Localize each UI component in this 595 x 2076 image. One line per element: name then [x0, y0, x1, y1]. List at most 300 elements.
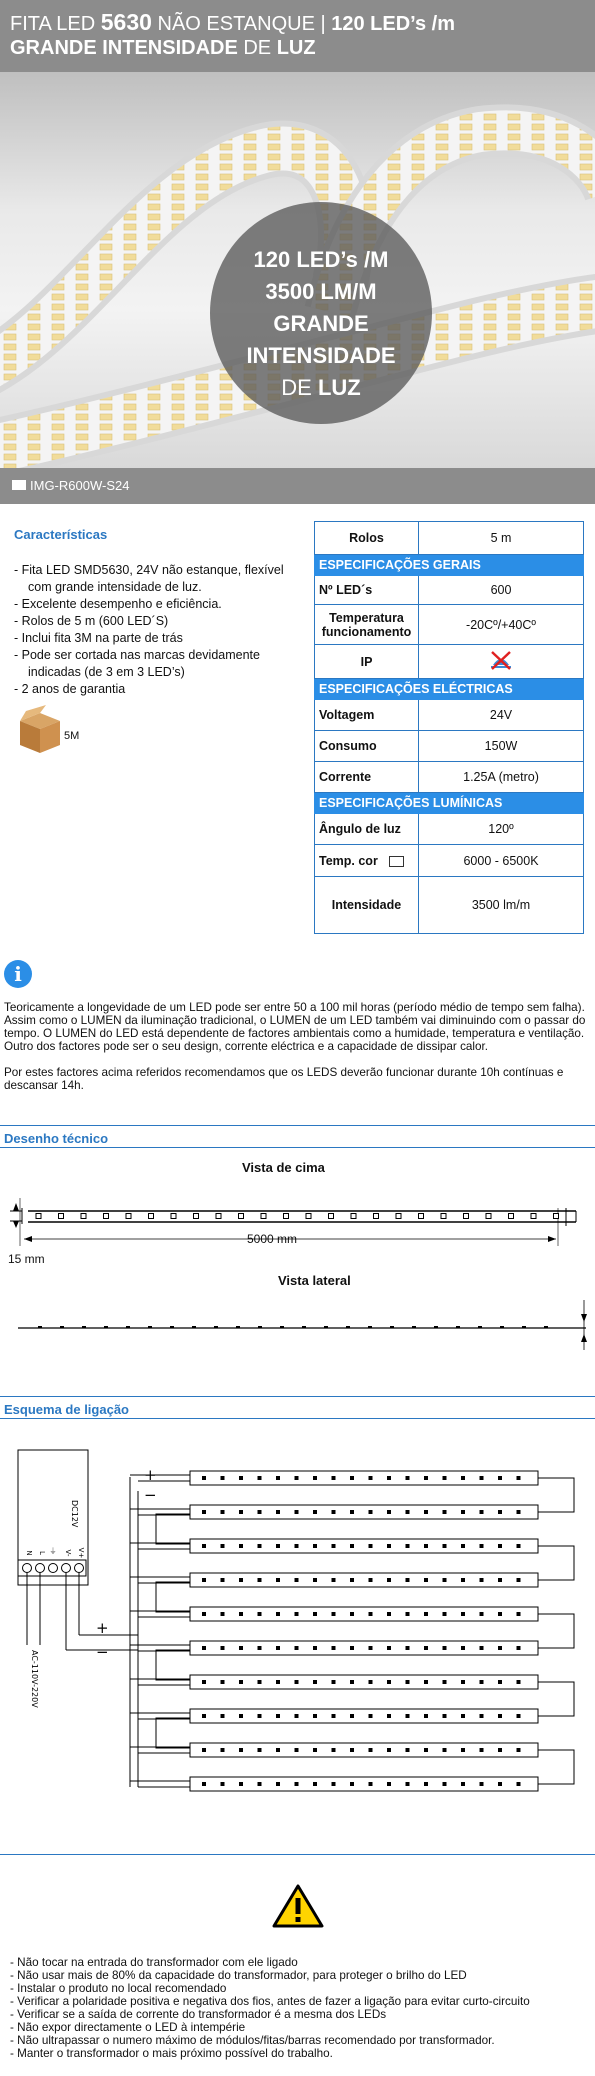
feature-item: - 2 anos de garantia	[14, 682, 126, 696]
section-electrical: ESPECIFICAÇÕES ELÉCTRICAS	[315, 679, 584, 700]
led-dot	[276, 1612, 280, 1616]
led-dot	[258, 1476, 262, 1480]
drawing-title: Desenho técnico	[4, 1131, 109, 1146]
led-dot	[424, 1510, 428, 1514]
led-mark	[419, 1214, 424, 1219]
led-dot	[295, 1578, 299, 1582]
led-dot	[202, 1714, 206, 1718]
led-dot	[480, 1782, 484, 1786]
section-luminous: ESPECIFICAÇÕES LUMÍNICAS	[315, 793, 584, 814]
spec-row	[315, 845, 584, 877]
spec-key-color-temp	[315, 845, 419, 877]
led-dot	[498, 1578, 502, 1582]
led-mark	[368, 1326, 372, 1329]
led-mark	[500, 1326, 504, 1329]
led-dot	[258, 1578, 262, 1582]
divider	[0, 1418, 595, 1419]
led-dot	[387, 1782, 391, 1786]
spec-value: 6000 - 6500K	[419, 845, 584, 877]
led-dot	[239, 1612, 243, 1616]
led-mark	[280, 1326, 284, 1329]
led-mark	[170, 1326, 174, 1329]
product-code-bar	[0, 468, 595, 504]
led-mark	[149, 1214, 154, 1219]
transformer	[18, 1450, 88, 1708]
spec-section-header	[315, 793, 584, 814]
led-mark	[82, 1326, 86, 1329]
wiring-diagram	[0, 1425, 595, 1805]
no-water-icon	[488, 649, 514, 671]
led-dot	[369, 1680, 373, 1684]
led-dot	[350, 1578, 354, 1582]
led-dot	[332, 1646, 336, 1650]
feature-item: - Rolos de 5 m (600 LED´S)	[14, 614, 169, 628]
led-dot	[424, 1544, 428, 1548]
terminal-vminus: V-	[64, 1549, 72, 1557]
led-mark	[126, 1326, 130, 1329]
spec-value	[419, 645, 584, 679]
led-mark	[216, 1214, 221, 1219]
led-dot	[221, 1476, 225, 1480]
led-dot	[517, 1612, 521, 1616]
bubble-intensidade: INTENSIDADE	[246, 343, 396, 368]
led-dot	[480, 1680, 484, 1684]
highlight-bubble	[210, 202, 432, 424]
warning-item: - Manter o transformador o mais próximo possível do trabalho.	[10, 2047, 333, 2060]
led-dot	[387, 1612, 391, 1616]
title-de: DE	[243, 37, 277, 59]
warnings-list	[10, 1956, 590, 2060]
led-dot	[461, 1782, 465, 1786]
led-dot	[221, 1646, 225, 1650]
led-mark	[456, 1326, 460, 1329]
led-dot	[406, 1748, 410, 1752]
spec-row	[315, 522, 584, 555]
led-mark	[60, 1326, 64, 1329]
led-dot	[202, 1646, 206, 1650]
led-dot	[258, 1510, 262, 1514]
led-dot	[332, 1476, 336, 1480]
title-model: 5630	[100, 9, 152, 35]
led-dot	[424, 1476, 428, 1480]
led-mark	[351, 1214, 356, 1219]
led-dot	[276, 1714, 280, 1718]
led-dot	[498, 1714, 502, 1718]
spec-key: Intensidade	[315, 877, 419, 934]
feature-item: - Fita LED SMD5630, 24V não estanque, flexível com grande intensidade de luz.	[14, 563, 284, 594]
divider	[0, 1125, 595, 1126]
led-dot	[443, 1714, 447, 1718]
led-dot	[387, 1544, 391, 1548]
led-dot	[350, 1748, 354, 1752]
led-dot	[387, 1646, 391, 1650]
spec-row	[315, 877, 584, 934]
led-dot	[498, 1782, 502, 1786]
spec-value: 120º	[419, 814, 584, 845]
led-mark	[148, 1326, 152, 1329]
led-dot	[276, 1748, 280, 1752]
led-dot	[443, 1612, 447, 1616]
warning-item: - Verificar se a saída de corrente do transformador é a mesma dos LEDs	[10, 2008, 387, 2021]
led-dot	[221, 1612, 225, 1616]
spec-key: Consumo	[315, 731, 419, 762]
led-dot	[202, 1578, 206, 1582]
led-dot	[202, 1782, 206, 1786]
warning-item: - Não tocar na entrada do transformador com ele ligado	[10, 1956, 298, 1969]
led-dot	[258, 1714, 262, 1718]
led-mark	[192, 1326, 196, 1329]
led-dot	[387, 1748, 391, 1752]
led-dot	[517, 1646, 521, 1650]
led-dot	[276, 1578, 280, 1582]
led-dot	[202, 1544, 206, 1548]
led-dot	[461, 1714, 465, 1718]
warning-item: - Não usar mais de 80% da capacidade do transformador, para proteger o brilho do LED	[10, 1969, 467, 1982]
led-dot	[332, 1680, 336, 1684]
led-dot	[221, 1578, 225, 1582]
led-dot	[332, 1714, 336, 1718]
bubble-last-line	[210, 372, 432, 404]
spec-value: 1.25A (metro)	[419, 762, 584, 793]
led-mark	[306, 1214, 311, 1219]
bubble-led-count: 120 LED’s /M	[253, 247, 389, 272]
width-label: 15 mm	[8, 1252, 45, 1266]
spec-section-header	[315, 555, 584, 576]
info-icon: i	[4, 960, 32, 988]
technical-drawing	[0, 1150, 595, 1360]
led-dot	[480, 1714, 484, 1718]
led-dot	[239, 1646, 243, 1650]
led-dot	[424, 1612, 428, 1616]
led-dot	[276, 1646, 280, 1650]
terminal-ground: ⏚	[49, 1547, 57, 1555]
led-dot	[295, 1544, 299, 1548]
led-dot	[295, 1714, 299, 1718]
spec-row	[315, 731, 584, 762]
led-dot	[498, 1646, 502, 1650]
warning-icon	[272, 1883, 324, 1929]
led-dot	[517, 1510, 521, 1514]
warning-item: - Não expor directamente o LED à intempérie	[10, 2021, 246, 2034]
title-prefix: FITA LED	[10, 13, 101, 35]
led-dot	[517, 1544, 521, 1548]
ac-label: AC-110V-220V	[30, 1650, 39, 1708]
led-dot	[202, 1476, 206, 1480]
led-dot	[276, 1510, 280, 1514]
led-mark	[284, 1214, 289, 1219]
spec-row	[315, 700, 584, 731]
led-dot	[350, 1714, 354, 1718]
led-dot	[350, 1510, 354, 1514]
led-dot	[221, 1544, 225, 1548]
led-mark	[390, 1326, 394, 1329]
spec-value: 600	[419, 576, 584, 605]
spec-row	[315, 762, 584, 793]
led-dot	[406, 1510, 410, 1514]
led-dot	[424, 1578, 428, 1582]
title-luz: LUZ	[276, 37, 316, 59]
led-dot	[313, 1782, 317, 1786]
led-dot	[424, 1748, 428, 1752]
spec-key: Rolos	[315, 522, 419, 555]
led-dot	[461, 1510, 465, 1514]
led-dot	[258, 1680, 262, 1684]
led-dot	[461, 1578, 465, 1582]
spec-key: Nº LED´s	[315, 576, 419, 605]
led-dot	[387, 1714, 391, 1718]
spec-value: -20Cº/+40Cº	[419, 605, 584, 645]
led-dot	[258, 1646, 262, 1650]
led-dot	[295, 1612, 299, 1616]
led-dot	[369, 1578, 373, 1582]
led-dot	[369, 1714, 373, 1718]
led-dot	[295, 1680, 299, 1684]
led-dot	[387, 1680, 391, 1684]
led-dot	[443, 1748, 447, 1752]
led-dot	[480, 1646, 484, 1650]
led-dot	[369, 1782, 373, 1786]
led-dot	[221, 1510, 225, 1514]
spec-value: 24V	[419, 700, 584, 731]
led-dot	[313, 1476, 317, 1480]
led-dot	[480, 1510, 484, 1514]
led-dot	[443, 1510, 447, 1514]
led-mark	[554, 1214, 559, 1219]
led-dot	[239, 1510, 243, 1514]
led-dot	[424, 1646, 428, 1650]
info-text	[4, 1001, 590, 1105]
led-dot	[295, 1748, 299, 1752]
led-dot	[406, 1544, 410, 1548]
led-mark	[396, 1214, 401, 1219]
led-dot	[258, 1748, 262, 1752]
spec-row	[315, 645, 584, 679]
led-dot	[276, 1544, 280, 1548]
feature-item: - Excelente desempenho e eficiência.	[14, 597, 222, 611]
led-mark	[81, 1214, 86, 1219]
led-dot	[350, 1782, 354, 1786]
led-strip	[130, 1709, 538, 1748]
led-dot	[239, 1578, 243, 1582]
spec-key: Ângulo de luz	[315, 814, 419, 845]
led-dot	[313, 1748, 317, 1752]
led-dot	[239, 1544, 243, 1548]
led-dot	[517, 1714, 521, 1718]
led-dot	[202, 1748, 206, 1752]
led-mark	[214, 1326, 218, 1329]
divider	[0, 1854, 595, 1855]
led-dot	[517, 1748, 521, 1752]
led-mark	[486, 1214, 491, 1219]
led-dot	[498, 1510, 502, 1514]
led-dot	[313, 1714, 317, 1718]
spec-key: Temperatura funcionamento	[315, 605, 419, 645]
led-dot	[443, 1646, 447, 1650]
plus-label-psu: +	[96, 1619, 109, 1637]
led-mark	[59, 1214, 64, 1219]
spec-row	[315, 814, 584, 845]
title-mid: NÃO ESTANQUE |	[151, 13, 332, 35]
section-general: ESPECIFICAÇÕES GERAIS	[315, 555, 584, 576]
spec-key: IP	[315, 645, 419, 679]
led-dot	[221, 1714, 225, 1718]
code-swatch-icon	[12, 480, 26, 490]
led-dot	[295, 1782, 299, 1786]
features-title: Características	[14, 527, 108, 542]
led-dot	[350, 1544, 354, 1548]
led-mark	[478, 1326, 482, 1329]
led-dot	[202, 1612, 206, 1616]
led-dot	[424, 1782, 428, 1786]
led-dot	[480, 1476, 484, 1480]
led-dot	[498, 1544, 502, 1548]
led-mark	[346, 1326, 350, 1329]
led-dot	[332, 1510, 336, 1514]
led-strip	[130, 1641, 538, 1680]
led-dot	[258, 1782, 262, 1786]
led-mark	[522, 1326, 526, 1329]
led-dot	[443, 1476, 447, 1480]
led-mark	[38, 1326, 42, 1329]
led-mark	[171, 1214, 176, 1219]
info-paragraph: Teoricamente a longevidade de um LED pode ser entre 50 a 100 mil horas (período médio de tempo sem falha). Assim como o LUMEN da iluminação tradicional, o LUMEN de um LED também vai diminuindo com o passar do tempo. O LUMEN do LED está dependente de factores ambientais como a humidade, temperatura e ventilação. Outro dos factores pode ser o seu design, corrente eléctrica e a capacidade de dissipar calor.	[4, 1001, 586, 1053]
led-dot	[406, 1476, 410, 1480]
title-line-2	[10, 36, 595, 60]
led-mark	[434, 1326, 438, 1329]
led-dot	[369, 1510, 373, 1514]
length-label: 5000 mm	[244, 1232, 300, 1246]
title-led-count: 120 LED’s /m	[331, 13, 455, 35]
led-mark	[441, 1214, 446, 1219]
features-list	[14, 562, 310, 698]
led-dot	[387, 1476, 391, 1480]
spec-table	[314, 521, 584, 934]
spec-row	[315, 576, 584, 605]
bubble-luz: LUZ	[317, 375, 361, 400]
product-code: IMG-R600W-S24	[30, 478, 130, 493]
divider	[0, 1147, 595, 1148]
led-dot	[258, 1612, 262, 1616]
led-dot	[239, 1782, 243, 1786]
led-mark	[324, 1326, 328, 1329]
led-mark	[104, 1214, 109, 1219]
led-dot	[369, 1476, 373, 1480]
led-dot	[517, 1782, 521, 1786]
led-dot	[295, 1510, 299, 1514]
led-dot	[498, 1680, 502, 1684]
led-dot	[332, 1544, 336, 1548]
feature-item: - Pode ser cortada nas marcas devidamente indicadas (de 3 em 3 LED’s)	[14, 648, 260, 679]
led-dot	[350, 1476, 354, 1480]
led-dot	[350, 1646, 354, 1650]
led-dot	[461, 1680, 465, 1684]
terminal-N: N	[25, 1550, 33, 1556]
led-dot	[258, 1544, 262, 1548]
product-photo	[0, 72, 595, 468]
terminal-vplus: V+	[77, 1547, 85, 1559]
led-dot	[406, 1578, 410, 1582]
led-dot	[350, 1612, 354, 1616]
led-dot	[480, 1612, 484, 1616]
led-dot	[276, 1782, 280, 1786]
spec-row	[315, 605, 584, 645]
divider	[0, 1396, 595, 1397]
led-dot	[387, 1578, 391, 1582]
led-dot	[221, 1680, 225, 1684]
led-mark	[329, 1214, 334, 1219]
led-dot	[498, 1476, 502, 1480]
led-mark	[464, 1214, 469, 1219]
led-dot	[313, 1646, 317, 1650]
box-icon	[16, 705, 62, 755]
spec-section-header	[315, 679, 584, 700]
led-dot	[369, 1748, 373, 1752]
led-dot	[443, 1782, 447, 1786]
led-dot	[406, 1714, 410, 1718]
bubble-grande: GRANDE	[273, 311, 369, 336]
side-view-label: Vista lateral	[278, 1273, 351, 1288]
led-dot	[332, 1782, 336, 1786]
led-dot	[461, 1544, 465, 1548]
led-dot	[443, 1544, 447, 1548]
led-strip	[130, 1573, 538, 1612]
led-mark	[261, 1214, 266, 1219]
bubble-lumens: 3500 LM/M	[265, 279, 377, 304]
led-dot	[517, 1476, 521, 1480]
spec-key: Temp. cor	[319, 853, 378, 868]
led-dot	[369, 1646, 373, 1650]
led-dot	[295, 1476, 299, 1480]
led-dot	[332, 1612, 336, 1616]
led-dot	[480, 1578, 484, 1582]
spec-key: Voltagem	[315, 700, 419, 731]
led-dot	[517, 1680, 521, 1684]
led-mark	[374, 1214, 379, 1219]
led-dot	[480, 1748, 484, 1752]
led-dot	[295, 1646, 299, 1650]
led-dot	[406, 1646, 410, 1650]
led-dot	[424, 1680, 428, 1684]
minus-label-top: −	[144, 1486, 157, 1504]
led-dot	[313, 1510, 317, 1514]
led-dot	[406, 1612, 410, 1616]
led-dot	[221, 1748, 225, 1752]
led-dot	[332, 1578, 336, 1582]
bubble-de: DE	[281, 375, 318, 400]
led-dot	[406, 1782, 410, 1786]
title-line-1	[10, 10, 595, 36]
color-swatch-icon	[389, 856, 404, 867]
led-dot	[480, 1544, 484, 1548]
led-strip	[130, 1777, 538, 1791]
top-view-leds	[36, 1214, 559, 1219]
led-dot	[369, 1544, 373, 1548]
led-mark	[302, 1326, 306, 1329]
led-mark	[531, 1214, 536, 1219]
top-view-label: Vista de cima	[242, 1160, 325, 1175]
led-mark	[126, 1214, 131, 1219]
led-mark	[509, 1214, 514, 1219]
led-strips	[130, 1471, 574, 1791]
led-dot	[239, 1748, 243, 1752]
led-dot	[332, 1748, 336, 1752]
minus-label-psu: −	[96, 1643, 109, 1661]
led-dot	[517, 1578, 521, 1582]
page-header	[0, 0, 595, 72]
led-dot	[498, 1748, 502, 1752]
led-dot	[461, 1646, 465, 1650]
led-dot	[276, 1476, 280, 1480]
